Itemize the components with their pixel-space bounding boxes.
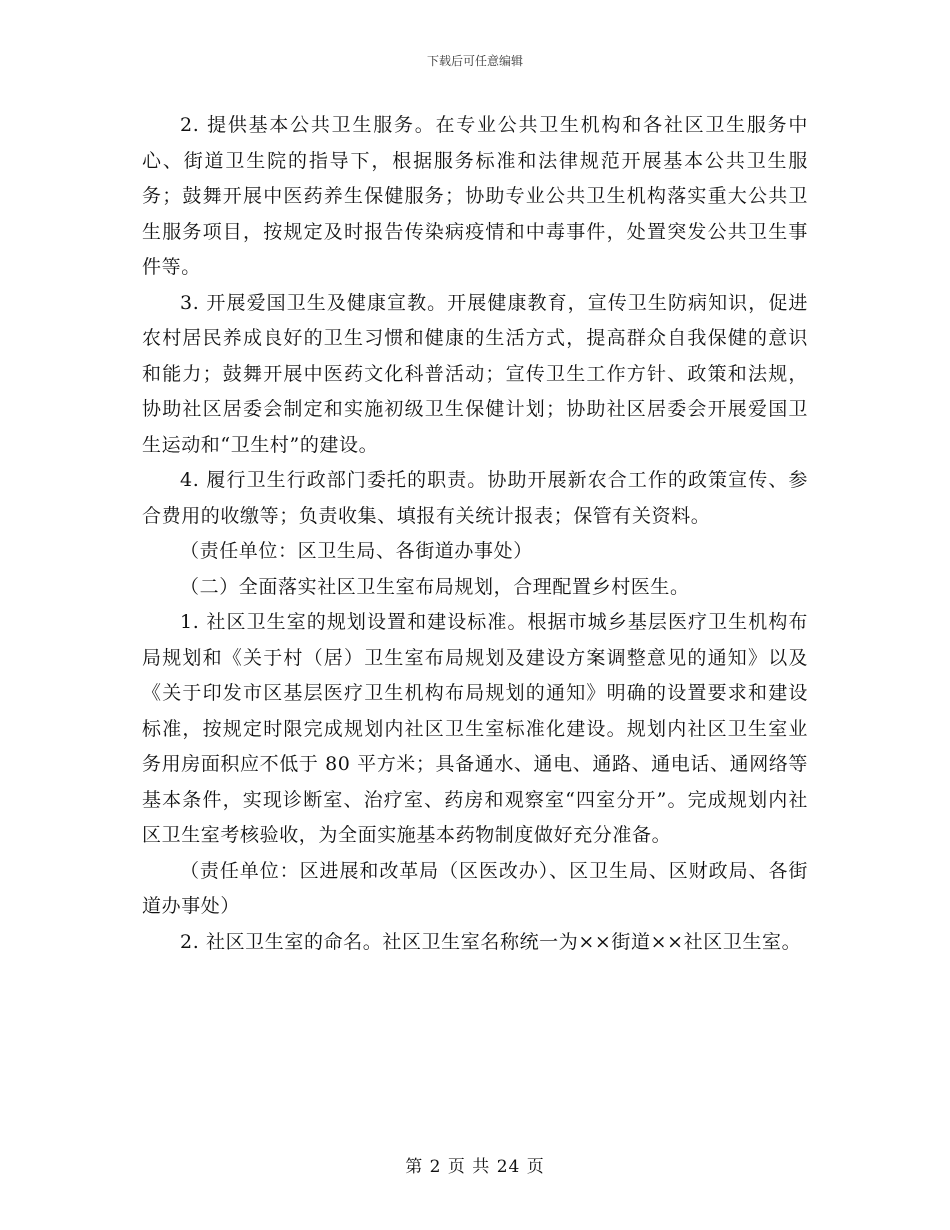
section-heading-2: （二）全面落实社区卫生室布局规划，合理配置乡村医生。: [180, 575, 690, 598]
page-header: 下载后可任意编辑: [426, 54, 523, 68]
page-footer: 第 2 页 共 24 页: [405, 1157, 545, 1177]
paragraph-planning-standards: 1. 社区卫生室的规划设置和建设标准。根据市城乡基层医疗卫生机构布局规划和《关于村（居）卫生室布局规划及建设方案调整意见的通知》以及《关于印发市区基层医疗卫生机构布局规划的通知》明确的设置要求和建设标准，按规定时限完成规划内社区卫生室标准化建设。规划内社区卫生室业务用房面积应不低于 80 平方米；具备通水、通电、通路、通电话、通网络等基本条件，实现诊断室、治疗室、药房和观察室“四室分开”。完成规划内社区卫生室考核验收，为全面实施基本药物制度做好充分准备。: [142, 611, 808, 846]
paragraph-naming: 2. 社区卫生室的命名。社区卫生室名称统一为××街道××社区卫生室。: [180, 930, 802, 953]
paragraph-administrative-duties: 4. 履行卫生行政部门委托的职责。协助开展新农合工作的政策宣传、参合费用的收缴等；负责收集、填报有关统计报表；保管有关资料。: [142, 469, 808, 527]
responsibility-note-2: （责任单位：区进展和改革局（区医改办）、区卫生局、区财政局、各街道办事处）: [142, 859, 808, 917]
paragraph-basic-public-health: 2. 提供基本公共卫生服务。在专业公共卫生机构和各社区卫生服务中心、街道卫生院的指导下，根据服务标准和法律规范开展基本公共卫生服务；鼓舞开展中医药养生保健服务；协助专业公共卫生机构落实重大公共卫生服务项目，按规定及时报告传染病疫情和中毒事件，处置突发公共卫生事件等。: [142, 114, 808, 278]
responsibility-note-1: （责任单位：区卫生局、各街道办事处）: [180, 540, 533, 562]
paragraph-health-education: 3. 开展爱国卫生及健康宣教。开展健康教育，宣传卫生防病知识，促进农村居民养成良好的卫生习惯和健康的生活方式，提高群众自我保健的意识和能力；鼓舞开展中医药文化科普活动；宣传卫生工作方针、政策和法规，协助社区居委会制定和实施初级卫生保健计划；协助社区居委会开展爱国卫生运动和“卫生村”的建设。: [142, 291, 808, 456]
document-body: [142, 108, 808, 960]
